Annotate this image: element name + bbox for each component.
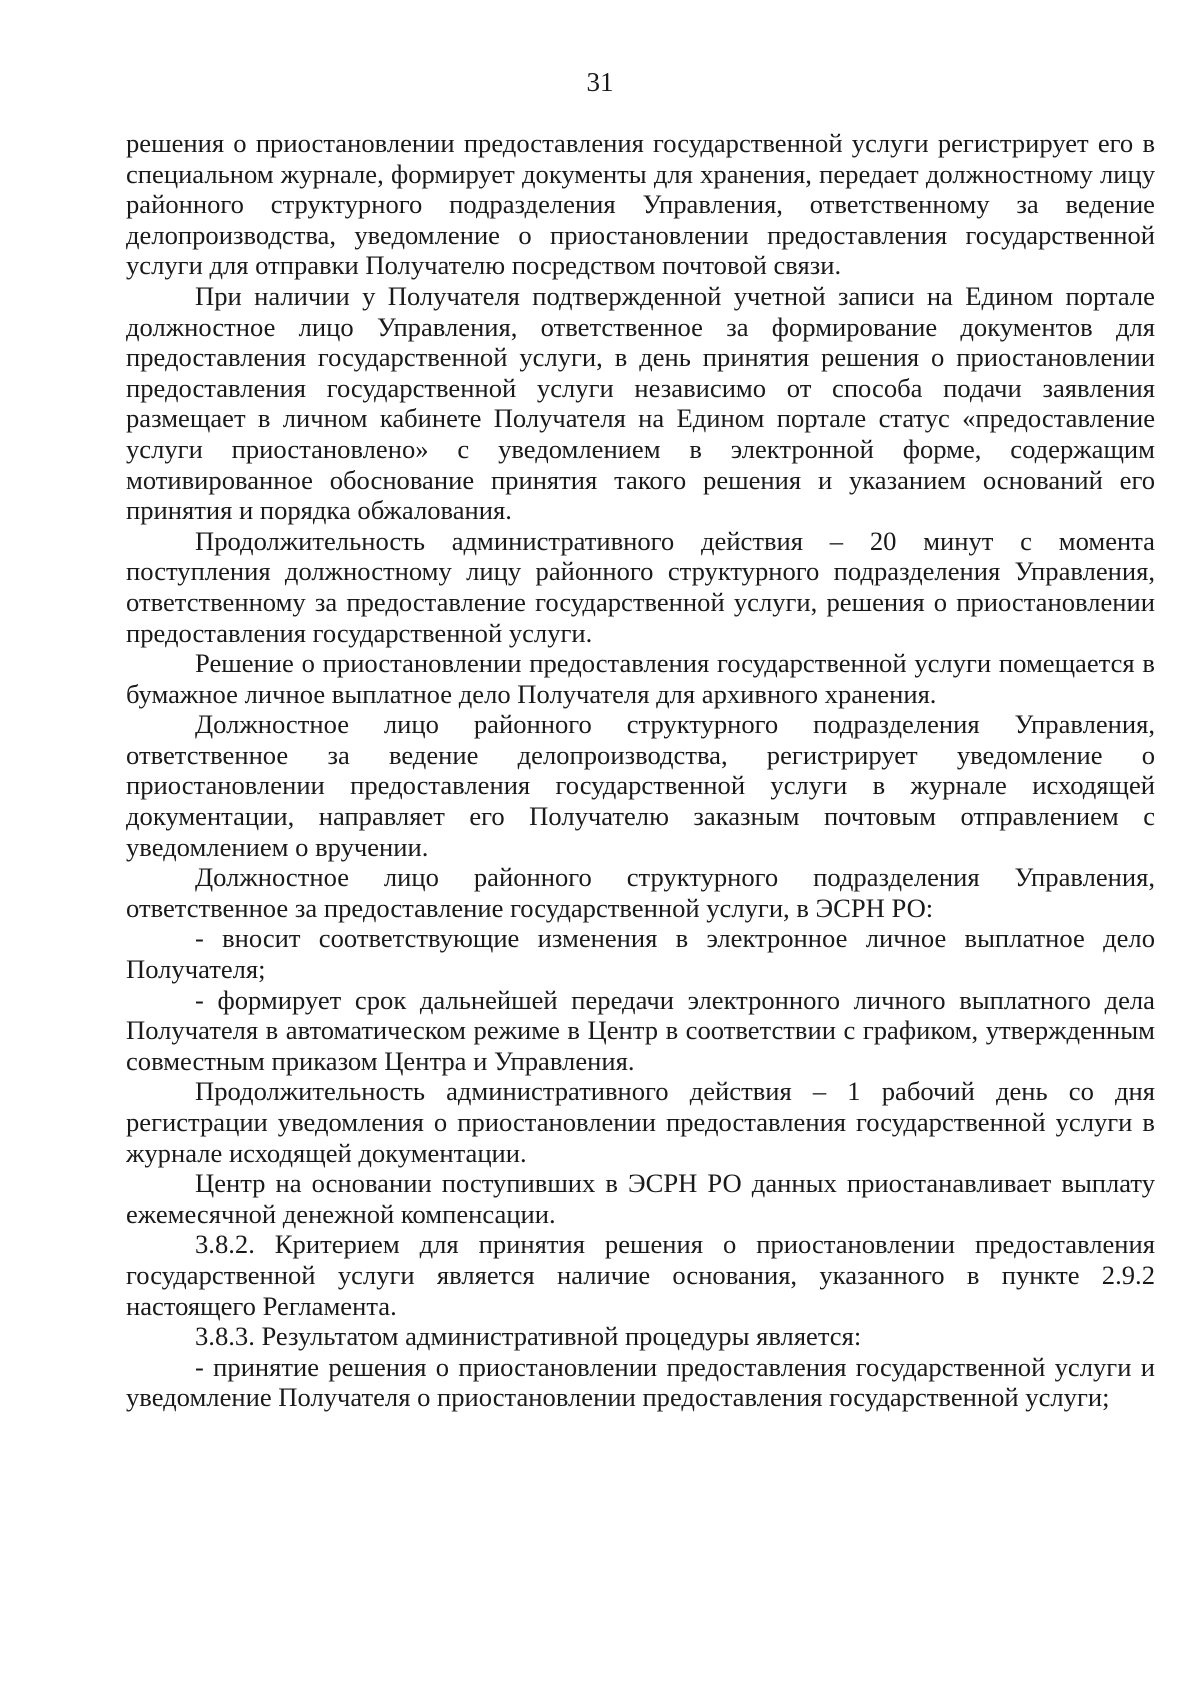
paragraph: Центр на основании поступивших в ЭСРН РО данных приостанавливает выплату ежемесячной денежной компенсации. — [126, 1168, 1155, 1229]
paragraph: Решение о приостановлении предоставления государственной услуги помещается в бумажное личное выплатное дело Получателя для архивного хранения. — [126, 648, 1155, 709]
paragraph: решения о приостановлении предоставления государственной услуги регистрирует его в специальном журнале, формирует документы для хранения, передает должностному лицу районного структурного подразделения Управления, ответственному за ведение делопроизводства, уведомление о приостановлении предоставления государственной услуги для отправки Получателю посредством почтовой связи. — [126, 128, 1155, 281]
paragraph: Должностное лицо районного структурного подразделения Управления, ответственное за предоставление государственной услуги, в ЭСРН РО: — [126, 862, 1155, 923]
paragraph: При наличии у Получателя подтвержденной учетной записи на Едином портале должностное лицо Управления, ответственное за формирование документов для предоставления государственной услуги, в день принятия решения о приостановлении предоставления государственной услуги независимо от способа подачи заявления размещает в личном кабинете Получателя на Едином портале статус «предоставление услуги приостановлено» с уведомлением в электронной форме, содержащим мотивированное обоснование принятия такого решения и указанием оснований его принятия и порядка обжалования. — [126, 280, 1155, 526]
document-body — [126, 128, 1155, 1413]
paragraph: 3.8.2. Критерием для принятия решения о приостановлении предоставления государственной услуги является наличие основания, указанного в пункте 2.9.2 настоящего Регламента. — [126, 1229, 1155, 1321]
list-item: - формирует срок дальнейшей передачи электронного личного выплатного дела Получателя в автоматическом режиме в Центр в соответствии с графиком, утвержденным совместным приказом Центра и Управления. — [126, 984, 1155, 1076]
page-number: 31 — [586, 67, 614, 97]
list-item: - принятие решения о приостановлении предоставления государственной услуги и уведомление Получателя о приостановлении предоставления государственной услуги; — [126, 1351, 1155, 1413]
paragraph: Должностное лицо районного структурного подразделения Управления, ответственное за ведение делопроизводства, регистрирует уведомление о приостановлении предоставления государственной услуги в журнале исходящей документации, направляет его Получателю заказным почтовым отправлением с уведомлением о вручении. — [126, 709, 1155, 862]
paragraph: 3.8.3. Результатом административной процедуры является: — [195, 1321, 862, 1352]
paragraph: Продолжительность административного действия – 1 рабочий день со дня регистрации уведомления о приостановлении предоставления государственной услуги в журнале исходящей документации. — [126, 1076, 1155, 1168]
paragraph: Продолжительность административного действия – 20 минут с момента поступления должностному лицу районного структурного подразделения Управления, ответственному за предоставление государственной услуги, решения о приостановлении предоставления государственной услуги. — [126, 525, 1155, 648]
list-item: - вносит соответствующие изменения в электронное личное выплатное дело Получателя; — [126, 923, 1155, 985]
